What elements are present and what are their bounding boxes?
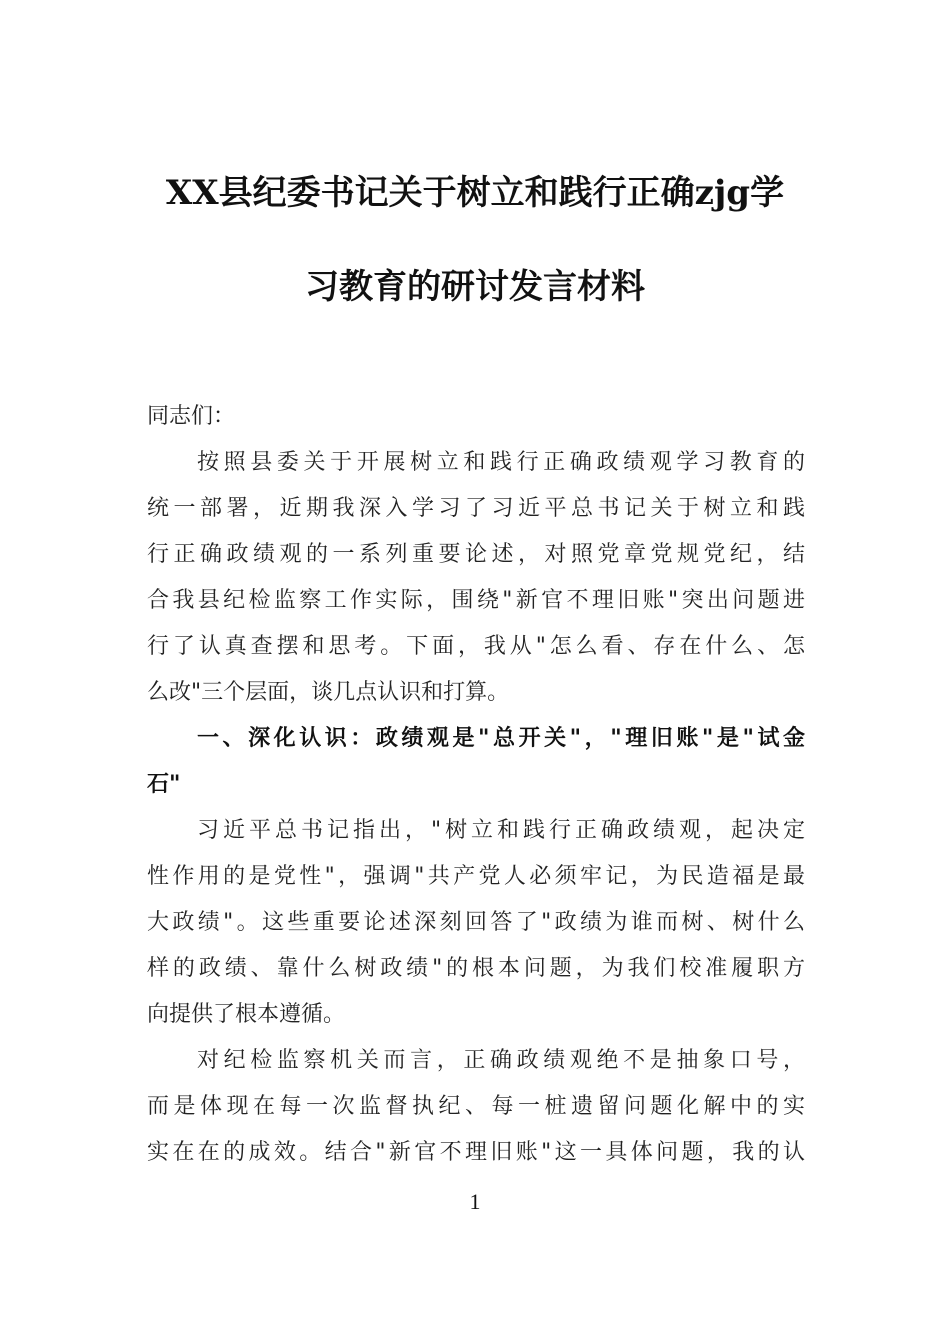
paragraph-line: 样的政绩、靠什么树政绩"的根本问题，为我们校准履职方 xyxy=(147,956,805,981)
document-title-line-2: 习教育的研讨发言材料 xyxy=(305,267,645,307)
section-heading: 石" xyxy=(147,772,181,797)
paragraph-line: 行正确政绩观的一系列重要论述，对照党章党规党纪，结 xyxy=(147,542,805,567)
paragraph-line: 行了认真查摆和思考。下面，我从"怎么看、存在什么、怎 xyxy=(147,634,805,659)
paragraph-line: 习近平总书记指出，"树立和践行正确政绩观，起决定 xyxy=(197,818,805,843)
paragraph-line: 按照县委关于开展树立和践行正确政绩观学习教育的 xyxy=(197,450,805,475)
paragraph-line: 性作用的是党性"，强调"共产党人必须牢记，为民造福是最 xyxy=(147,864,805,889)
paragraph-line: 统一部署，近期我深入学习了习近平总书记关于树立和践 xyxy=(147,496,805,521)
paragraph-line: 而是体现在每一次监督执纪、每一桩遗留问题化解中的实 xyxy=(147,1094,805,1119)
paragraph-line: 大政绩"。这些重要论述深刻回答了"政绩为谁而树、树什么 xyxy=(147,910,805,935)
salutation: 同志们： xyxy=(147,404,236,429)
page-number: 1 xyxy=(469,1189,481,1214)
paragraph-line: 向提供了根本遵循。 xyxy=(147,1002,346,1027)
paragraph-line: 对纪检监察机关而言，正确政绩观绝不是抽象口号， xyxy=(197,1048,805,1073)
section-heading: 一、深化认识：政绩观是"总开关"，"理旧账"是"试金 xyxy=(197,726,805,751)
document-body xyxy=(147,382,807,1165)
paragraph-line: 么改"三个层面，谈几点认识和打算。 xyxy=(147,680,510,705)
paragraph-line: 合我县纪检监察工作实际，围绕"新官不理旧账"突出问题进 xyxy=(147,588,805,613)
paragraph-line: 实在在的成效。结合"新官不理旧账"这一具体问题，我的认 xyxy=(147,1140,805,1165)
document-title-line-1: XX县纪委书记关于树立和践行正确zjg学 xyxy=(165,173,785,213)
